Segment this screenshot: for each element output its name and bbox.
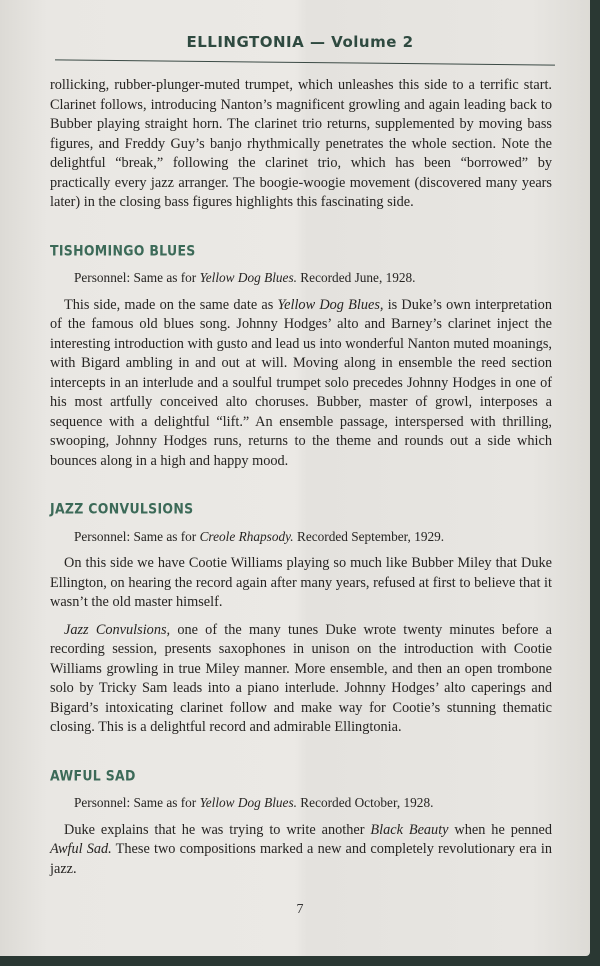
italic-title: Yellow Dog Blues, [277,296,384,313]
text-run: On this side we have Cootie Williams playing so much like Bubber Miley that Duke Ellington, on hearing the record again after many years, refused at first to believe that it wasn’t the old master himself. [50,555,552,610]
text-run: This side, made on the same date as [64,296,278,313]
italic-title: Black Beauty [370,821,449,838]
text-run: Recorded June, 1928. [296,270,416,285]
text-run: Recorded October, 1928. [296,795,434,810]
record-section [50,499,552,738]
text-run: Duke explains that he was trying to write another [64,821,371,838]
text-run: rollicking, rubber-plunger-muted trumpet, which unleashes this side to a terrific start. Clarinet follows, introducing Nanton’s magnificent growling and again leading back to Bubber playing straight horn. The clarinet trio returns, supplemented by moving bass figures, and Freddy Guy’s banjo rhythmically penetrates the whole section. Note the delightful “break,” following the clarinet trio, which has been “borrowed” by practically every jazz arranger. The boogie-woogie movement (discovered many years later) in the closing bass figures highlights this fascinating side. [50,77,552,210]
text-run: Recorded September, 1929. [293,528,445,544]
intro-paragraph [50,76,552,213]
section-paragraph [50,821,552,880]
section-paragraph [50,621,552,738]
personnel-line [50,793,552,813]
section-title: AWFUL SAD [50,766,136,784]
personnel-line [50,527,552,547]
running-header: ELLINGTONIA — Volume 2 [186,33,414,51]
italic-title: Creole Rhapsody. [199,528,294,544]
text-run: Personnel: Same as for [74,270,200,285]
italic-title: Awful Sad. [50,841,112,857]
text-run: one of the many tunes Duke wrote twenty minutes before a recording session, presents saxophones in unison on the introduction with Cootie Williams growling in true Miley manner. More ensemble, and then an open trombone solo by Tricky Sam leads into a piano interlude. Johnny Hodges’ alto caperings and Bigard’s intoxicating clarinet follow and make way for Cootie’s stunning thematic closing. This is a delightful record and admirable Ellingtonia. [50,621,552,735]
text-run: is Duke’s own interpretation of the famous old blues song. Johnny Hodges’ alto and Barney’s clarinet inject the interesting introduction with gusto and lead us into wonderful Nanton muted moanings, with Bigard ambling in and out at will. Moving along in ensemble the reed section intercepts in an interlude and a soulful trumpet solo precedes Johnny Hodges in one of his most artfully conceived alto choruses. Bubber, master of growl, interposes a sequence with a delightful “lift.” An ensemble passage, interspersed with thrilling, swooping, Johnny Hodges runs, returns to the theme and rounds out a side which bounces along in a high and happy mood. [50,296,552,469]
header-rule [55,59,555,65]
text-run: Personnel: Same as for [74,795,200,810]
section-paragraph [50,554,552,613]
italic-title: Jazz Convulsions, [64,621,171,638]
record-section [50,241,552,472]
section-paragraph [50,296,552,472]
text-run: when he penned [448,821,552,838]
italic-title: Yellow Dog Blues. [199,795,297,810]
record-section [50,766,552,880]
page-content [50,76,552,879]
personnel-line [50,268,552,288]
text-run: These two compositions marked a new and completely revolutionary era in jazz. [50,841,552,877]
page-number: 7 [296,902,304,917]
section-title: TISHOMINGO BLUES [50,241,196,259]
italic-title: Yellow Dog Blues. [199,270,297,285]
section-title: JAZZ CONVULSIONS [50,499,194,518]
text-run: Personnel: Same as for [74,528,200,544]
